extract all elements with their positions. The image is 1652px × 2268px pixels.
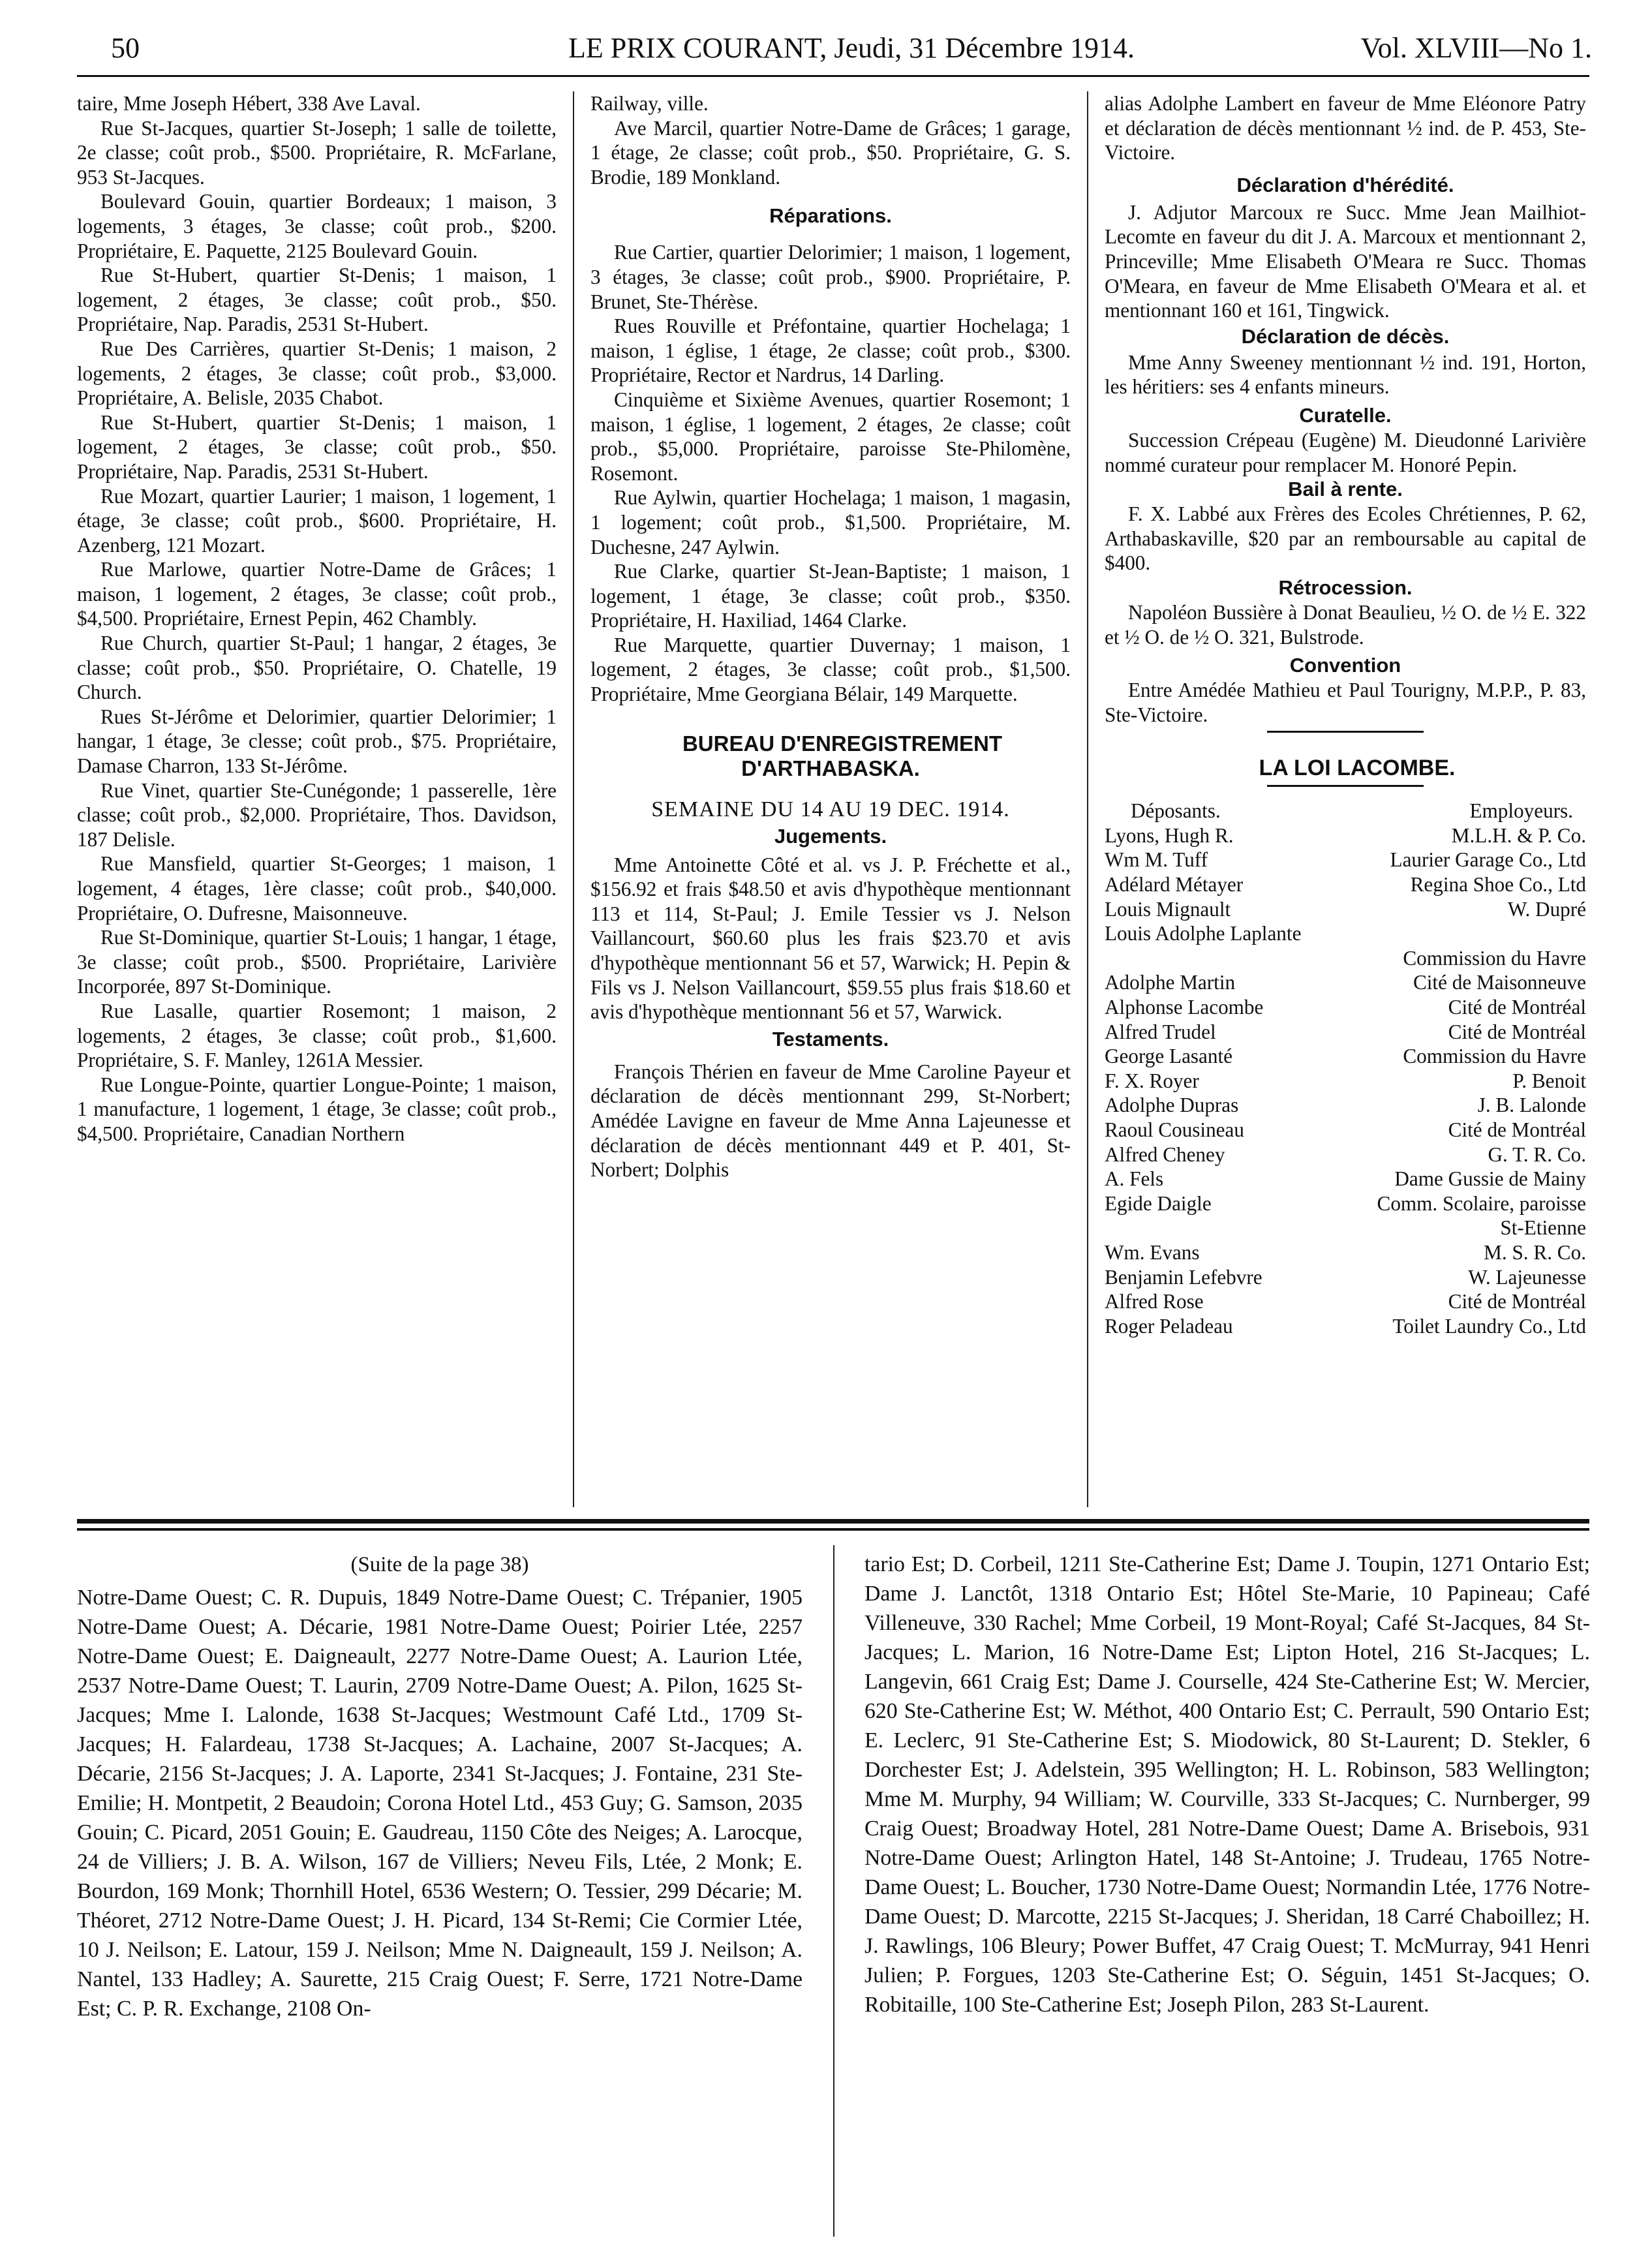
column-paragraph: Railway, ville. bbox=[590, 92, 709, 115]
column-divider bbox=[573, 91, 574, 1507]
table-row: Alfred Cheney G. T. R. Co. bbox=[1105, 1142, 1586, 1166]
continued-from-label: (Suite de la page 38) bbox=[350, 1553, 529, 1576]
continued-text-right bbox=[864, 1550, 1590, 2019]
table-header bbox=[1105, 799, 1586, 823]
table-row: F. X. Royer P. Benoit bbox=[1105, 1069, 1586, 1092]
column-paragraph: Cinquième et Sixième Avenues, quartier Rosemont; 1 maison, 1 église, 1 logement, 2 étages, 2e classe; coût prob., $5,000. Propriétaire, paroisse Ste-Philomène, Rosemont. bbox=[590, 388, 1071, 485]
page-header bbox=[111, 22, 1592, 74]
column-paragraph: Rue St-Hubert, quartier St-Denis; 1 maison, 1 logement, 2 étages, 3e classe; coût prob., $50. Propriétaire, Nap. Paradis, 2531 St-Hubert. bbox=[77, 410, 557, 483]
column-paragraph: Rue St-Jacques, quartier St-Joseph; 1 salle de toilette, 2e classe; coût prob., $500. Propriétaire, R. McFarlane, 953 St-Jacques. bbox=[77, 116, 557, 189]
table-row: Louis Adolphe Laplante bbox=[1105, 922, 1302, 945]
column-1 bbox=[77, 91, 557, 1146]
section-heading-bail: Bail à rente. bbox=[1288, 478, 1403, 501]
column-paragraph: Rue Des Carrières, quartier St-Denis; 1 maison, 2 logements, 2 étages, 3e classe; coût prob., $3,000. Propriétaire, A. Belisle, 2035 Chabot. bbox=[77, 337, 557, 410]
table-row: Alfred Trudel Cité de Montréal bbox=[1105, 1020, 1586, 1043]
table-row: Louis Mignault W. Dupré bbox=[1105, 897, 1586, 921]
column-paragraph: Rues Rouville et Préfontaine, quartier Hochelaga; 1 maison, 1 église, 1 étage, 2e classe; coût prob., $300. Propriétaire, Rector et Nardrus, 14 Darling. bbox=[590, 314, 1071, 387]
table-row: Alfred Rose Cité de Montréal bbox=[1105, 1290, 1586, 1313]
table-row: A. Fels Dame Gussie de Mainy bbox=[1105, 1167, 1586, 1191]
column-paragraph: F. X. Labbé aux Frères des Ecoles Chrétiennes, P. 62, Arthabaskaville, $20 par an remboursable au capital de $400. bbox=[1105, 502, 1586, 575]
column-paragraph: Rue Church, quartier St-Paul; 1 hangar, 2 étages, 3e classe; coût prob., $50. Propriétaire, O. Chatelle, 19 Church. bbox=[77, 632, 557, 704]
column-paragraph: Rue Mozart, quartier Laurier; 1 maison, 1 logement, 1 étage, 3e classe; coût prob., $600. Propriétaire, H. Azenberg, 121 Mozart. bbox=[77, 484, 557, 557]
column-paragraph: Entre Amédée Mathieu et Paul Tourigny, M.P.P., P. 83, Ste-Victoire. bbox=[1105, 679, 1586, 726]
table-row: Wm. Evans M. S. R. Co. bbox=[1105, 1240, 1586, 1264]
column-paragraph: alias Adolphe Lambert en faveur de Mme Eléonore Patry et déclaration de décès mentionnant ½ ind. de P. 453, Ste-Victoire. bbox=[1105, 92, 1586, 164]
section-heading-deces: Déclaration de décès. bbox=[1241, 324, 1450, 348]
column-paragraph: Rue Marlowe, quartier Notre-Dame de Grâces; 1 maison, 1 logement, 2 étages, 3e classe; coût prob., $4,500. Propriétaire, Ernest Pepin, 462 Chambly. bbox=[77, 558, 557, 630]
table-row: Benjamin Lefebvre W. Lajeunesse bbox=[1105, 1265, 1586, 1289]
section-divider-rule bbox=[77, 1528, 1589, 1531]
column-paragraph: François Thérien en faveur de Mme Caroline Payeur et déclaration de décès mentionnant 299, St-Norbert; Amédée Lavigne en faveur de Mme Anna Lajeunesse et déclaration de décès mentionnant 449 et P. 401, St-Norbert; Dolphis bbox=[590, 1060, 1071, 1182]
continued-text-left bbox=[77, 1546, 803, 2023]
section-heading-curatelle: Curatelle. bbox=[1299, 403, 1392, 427]
column-3 bbox=[1105, 91, 1586, 1338]
column-paragraph: Ave Marcil, quartier Notre-Dame de Grâces; 1 garage, 1 étage, 2e classe; coût prob., $50. Propriétaire, G. S. Brodie, 189 Monkland. bbox=[590, 116, 1071, 189]
column-paragraph: Rue Longue-Pointe, quartier Longue-Pointe; 1 maison, 1 manufacture, 1 logement, 1 étage, 3e classe; coût prob., $4,500. Propriétaire, Canadian Northern bbox=[77, 1073, 557, 1145]
column-paragraph: Rue St-Hubert, quartier St-Denis; 1 maison, 1 logement, 2 étages, 3e classe; coût prob., $50. Propriétaire, Nap. Paradis, 2531 St-Hubert. bbox=[77, 264, 557, 336]
column-paragraph: Rue Lasalle, quartier Rosemont; 1 maison, 2 logements, 2 étages, 3e classe; coût prob., $1,600. Propriétaire, S. F. Manley, 1261A Messier. bbox=[77, 999, 557, 1072]
table-row: George Lasanté Commission du Havre bbox=[1105, 1045, 1586, 1068]
page-title: LE PRIX COURANT, Jeudi, 31 Décembre 1914. bbox=[568, 32, 1135, 64]
table-row: Commission du Havre bbox=[1403, 946, 1586, 970]
column-paragraph: Mme Anny Sweeney mentionnant ½ ind. 191, Horton, les héritiers: ses 4 enfants mineurs. bbox=[1105, 350, 1586, 399]
column-header-deposants: Déposants. bbox=[1131, 799, 1221, 823]
table-row: Adolphe Dupras J. B. Lalonde bbox=[1105, 1094, 1586, 1117]
continued-paragraph: tario Est; D. Corbeil, 1211 Ste-Catherine Est; Dame J. Toupin, 1271 Ontario Est; Dame J. Lanctôt, 1318 Ontario Est; Hôtel Ste-Marie, 10 Papineau; Café Villeneuve, 330 Rachel; Mme Corbeil, 19 Mont-Royal; Café St-Jacques, 84 St-Jacques; L. Marion, 16 Notre-Dame Est; Lipton Hotel, 216 St-Jacques; L. Langevin, 661 Craig Est; Dame J. Courselle, 424 Ste-Catherine Est; W. Mercier, 620 Ste-Catherine Est; W. Méthot, 400 Ontario Est; C. Perrault, 590 Ontario Est; E. Leclerc, 91 Ste-Catherine Est; S. Miodowick, 80 St-Laurent; D. Stekler, 6 Dorchester Est; J. Adelstein, 395 Wellington; H. L. Robinson, 583 Wellington; Mme M. Murphy, 94 William; W. Courville, 333 St-Jacques; C. Nurnberger, 99 Craig Ouest; Broadway Hotel, 281 Notre-Dame Ouest; Dame A. Brisebois, 931 Notre-Dame Ouest; Arlington Hatel, 148 St-Antoine; J. Trudeau, 1765 Notre-Dame Ouest; L. Boucher, 1730 Notre-Dame Ouest; Normandin Ltée, 1776 Notre-Dame Ouest; D. Marcotte, 2215 St-Jacques; J. Sheridan, 18 Carré Chaboillez; H. J. Rawlings, 106 Bleury; Power Buffet, 47 Craig Ouest; T. McMurray, 941 Henri Julien; P. Forgues, 1203 Ste-Catherine Est; O. Séguin, 1451 St-Jacques; O. Robitaille, 100 Ste-Catherine Est; Joseph Pilon, 283 St-Laurent. bbox=[864, 1552, 1590, 2017]
table-row: Wm M. Tuff Laurier Garage Co., Ltd bbox=[1105, 848, 1586, 872]
section-heading-reparations: Réparations. bbox=[769, 204, 892, 228]
continued-paragraph: Notre-Dame Ouest; C. R. Dupuis, 1849 Notre-Dame Ouest; C. Trépanier, 1905 Notre-Dame Ouest; A. Décarie, 1981 Notre-Dame Ouest; Poirier Ltée, 2257 Notre-Dame Ouest; E. Daigneault, 2277 Notre-Dame Ouest; A. Laurion Ltée, 2537 Notre-Dame Ouest; T. Laurin, 2709 Notre-Dame Ouest; A. Pilon, 1625 St-Jacques; Mme I. Lalonde, 1638 St-Jacques; Westmount Café Ltd., 1709 St-Jacques; H. Falardeau, 1738 St-Jacques; A. Lachaine, 2007 St-Jacques; A. Décarie, 2156 St-Jacques; J. A. Laporte, 2341 St-Jacques; J. Fontaine, 231 Ste-Emilie; H. Montpetit, 2 Beaudoin; Corona Hotel Ltd., 453 Guy; G. Samson, 2035 Gouin; C. Picard, 2051 Gouin; E. Gaudreau, 1150 Côte des Neiges; A. Larocque, 24 de Villiers; J. B. A. Wilson, 167 de Villiers; Neveu Fils, Ltée, 2 Monk; E. Bourdon, 169 Monk; Thornhill Hotel, 6536 Western; O. Tessier, 299 Décarie; M. Théoret, 2712 Notre-Dame Ouest; J. H. Picard, 134 St-Remi; Cie Cormier Ltée, 10 J. Neilson; E. Latour, 159 J. Neilson; Mme N. Daigneault, 159 J. Neilson; A. Nantel, 133 Hadley; A. Saurette, 215 Craig Ouest; F. Serre, 1721 Notre-Dame Est; C. P. R. Exchange, 2108 On- bbox=[77, 1586, 803, 2021]
column-paragraph: Rue Vinet, quartier Ste-Cunégonde; 1 passerelle, 1ère classe; coût prob., $2,000. Propriétaire, Thos. Davidson, 187 Delisle. bbox=[77, 778, 557, 851]
table-row: Adolphe Martin Cité de Maisonneuve bbox=[1105, 971, 1586, 994]
column-paragraph: Rue St-Dominique, quartier St-Louis; 1 hangar, 1 étage, 3e classe; coût prob., $500. Propriétaire, Larivière Incorporée, 897 St-Dominique. bbox=[77, 926, 557, 998]
column-divider bbox=[833, 1545, 834, 2237]
column-paragraph: Rue Clarke, quartier St-Jean-Baptiste; 1 maison, 1 logement, 1 étage, 3e classe; coût prob., $350. Propriétaire, H. Haxiliad, 1464 Clarke. bbox=[590, 560, 1071, 632]
volume-number: Vol. XLVIII—No 1. bbox=[1360, 32, 1592, 64]
table-row: Roger Peladeau Toilet Laundry Co., Ltd bbox=[1105, 1314, 1586, 1338]
column-paragraph: Rue Aylwin, quartier Hochelaga; 1 maison, 1 magasin, 1 logement; coût prob., $1,500. Propriétaire, M. Duchesne, 247 Aylwin. bbox=[590, 486, 1071, 559]
table-row: Lyons, Hugh R. M.L.H. & P. Co. bbox=[1105, 823, 1586, 847]
table-row: St-Etienne bbox=[1500, 1216, 1586, 1240]
column-2 bbox=[590, 91, 1071, 1182]
table-row: Raoul Cousineau Cité de Montréal bbox=[1105, 1118, 1586, 1141]
column-paragraph: Napoléon Bussière à Donat Beaulieu, ½ O. de ½ E. 322 et ½ O. de ½ O. 321, Bulstrode. bbox=[1105, 600, 1586, 649]
column-paragraph: Rue Marquette, quartier Duvernay; 1 maison, 1 logement, 2 étages, 3e classe; coût prob., $1,500. Propriétaire, Mme Georgiana Bélair, 149 Marquette. bbox=[590, 633, 1071, 706]
section-rule bbox=[1267, 731, 1424, 733]
section-heading-convention: Convention bbox=[1289, 654, 1401, 677]
section-heading-jugements: Jugements. bbox=[774, 824, 887, 848]
column-paragraph: Rues St-Jérôme et Delorimier, quartier Delorimier; 1 hangar, 1 étage, 3e clesse; coût prob., $75. Propriétaire, Damase Charron, 133 St-Jérôme. bbox=[77, 705, 557, 778]
page-number: 50 bbox=[111, 32, 140, 64]
section-title-bureau: BUREAU D'ENREGISTREMENT D'ARTHABASKA. bbox=[682, 731, 1003, 780]
column-paragraph: J. Adjutor Marcoux re Succ. Mme Jean Mailhiot-Lecomte en faveur du dit J. A. Marcoux et mentionnant 2, Princeville; Mme Elisabeth O'Meara re Succ. Thomas O'Meara, en faveur de Mme Elisabeth O'Meara et al. et mentionnant 160 et 161, Tingwick. bbox=[1105, 200, 1586, 322]
column-header-employeurs: Employeurs. bbox=[1469, 799, 1573, 823]
column-paragraph: Succession Crépeau (Eugène) M. Dieudonné Larivière nommé curateur pour remplacer M. Honoré Pepin. bbox=[1105, 428, 1586, 476]
section-divider-rule bbox=[77, 1519, 1589, 1524]
column-paragraph: Rue Cartier, quartier Delorimier; 1 maison, 1 logement, 3 étages, 3e classe; coût prob., $900. Propriétaire, P. Brunet, Ste-Thérèse. bbox=[590, 241, 1071, 313]
section-heading-heredite: Déclaration d'hérédité. bbox=[1236, 173, 1454, 196]
section-rule bbox=[1267, 785, 1424, 787]
table-row: Adélard Métayer Regina Shoe Co., Ltd bbox=[1105, 873, 1586, 896]
table-row: Alphonse Lacombe Cité de Montréal bbox=[1105, 996, 1586, 1019]
column-divider bbox=[1087, 91, 1088, 1507]
column-paragraph: taire, Mme Joseph Hébert, 338 Ave Laval. bbox=[77, 92, 421, 115]
week-line: SEMAINE DU 14 AU 19 DEC. 1914. bbox=[651, 797, 1010, 821]
column-paragraph: Rue Mansfield, quartier St-Georges; 1 maison, 1 logement, 4 étages, 1ère classe; coût prob., $40,000. Propriétaire, O. Dufresne, Maisonneuve. bbox=[77, 852, 557, 925]
header-rule bbox=[77, 75, 1589, 77]
section-title-loi-lacombe: LA LOI LACOMBE. bbox=[1259, 756, 1456, 781]
column-paragraph: Boulevard Gouin, quartier Bordeaux; 1 maison, 3 logements, 3 étages, 3e classe; coût prob., $200. Propriétaire, E. Paquette, 2125 Boulevard Gouin. bbox=[77, 190, 557, 262]
section-heading-retrocession: Rétrocession. bbox=[1278, 575, 1413, 599]
table-row: Egide Daigle Comm. Scolaire, paroisse bbox=[1105, 1191, 1586, 1215]
column-paragraph: Mme Antoinette Côté et al. vs J. P. Fréchette et al., $156.92 et frais $48.50 et avis d'hypothèque mentionnant 113 et 114, St-Paul; J. Emile Tessier vs J. Nelson Vaillancourt, $60.60 plus les frais $23.70 et avis d'hypothèque mentionnant 56 et 57, Warwick; H. Pepin & Fils vs J. Nelson Vaillancourt, $59.55 plus frais $18.60 et avis d'hypothèque mentionnant 56 et 57, Warwick. bbox=[590, 853, 1071, 1024]
section-heading-testaments: Testaments. bbox=[772, 1027, 889, 1050]
